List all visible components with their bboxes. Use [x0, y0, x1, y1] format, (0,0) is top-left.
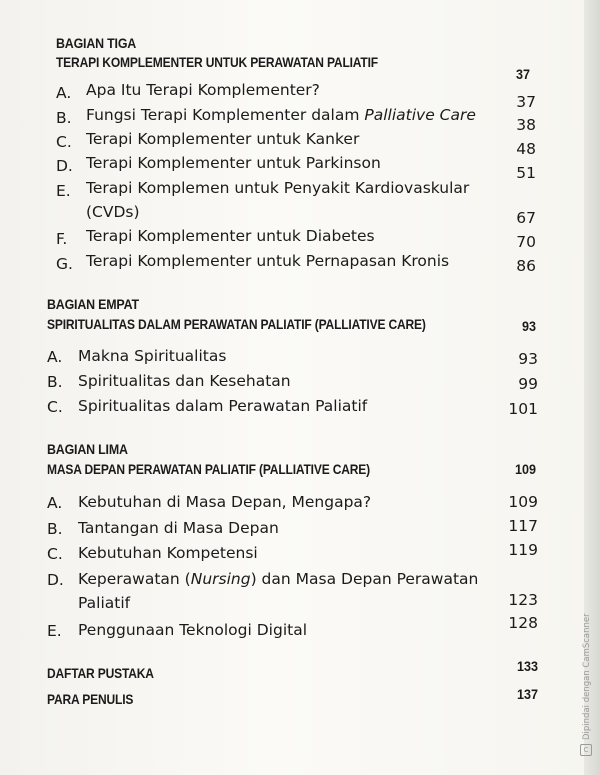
- authors-heading: PARA PENULIS: [47, 691, 134, 707]
- part3-page: 37: [515, 66, 530, 82]
- toc-letter: A.: [56, 84, 72, 102]
- toc-letter: B.: [56, 109, 72, 127]
- toc-letter: C.: [47, 398, 63, 416]
- toc-page: 48: [516, 140, 536, 158]
- toc-page: 38: [516, 116, 536, 134]
- toc-page: 86: [516, 257, 536, 275]
- toc-entry: [78, 570, 478, 588]
- toc-entry: Tantangan di Masa Depan: [78, 519, 279, 537]
- toc-page: 109: [508, 493, 538, 511]
- toc-letter: E.: [47, 622, 62, 640]
- toc-letter: G.: [56, 255, 73, 273]
- part4-title: SPIRITUALITAS DALAM PERAWATAN PALIATIF (PALLIATIVE CARE): [47, 316, 426, 332]
- part5-title: MASA DEPAN PERAWATAN PALIATIF (PALLIATIVE CARE): [47, 461, 371, 477]
- part5-page: 109: [514, 461, 536, 477]
- toc-entry: Terapi Komplementer untuk Parkinson: [86, 154, 381, 172]
- toc-page: 117: [508, 517, 538, 535]
- authors-page: 137: [516, 686, 538, 702]
- toc-entry-italic: Palliative Care: [364, 106, 476, 124]
- toc-page: 37: [516, 93, 536, 111]
- toc-page: 123: [508, 591, 538, 609]
- toc-page: 99: [518, 375, 538, 393]
- toc-page: 101: [508, 400, 538, 418]
- part4-label: BAGIAN EMPAT: [47, 297, 139, 312]
- toc-letter: A.: [47, 494, 63, 512]
- toc-entry: Makna Spiritualitas: [78, 347, 227, 365]
- toc-entry: Terapi Komplementer untuk Kanker: [86, 130, 360, 148]
- toc-entry: Spiritualitas dalam Perawatan Paliatif: [78, 397, 368, 415]
- toc-entry-italic: Nursing: [190, 570, 251, 588]
- toc-entry: Kebutuhan Kompetensi: [78, 544, 258, 562]
- part3-label: BAGIAN TIGA: [56, 36, 137, 51]
- part5-label: BAGIAN LIMA: [47, 442, 128, 457]
- scanner-watermark: Dipindai dengan CamScanner: [582, 613, 592, 740]
- toc-entry: Apa Itu Terapi Komplementer?: [86, 81, 320, 99]
- toc-letter: C.: [56, 133, 72, 151]
- toc-letter: E.: [56, 182, 71, 200]
- toc-page: 51: [516, 164, 536, 182]
- toc-entry: Spiritualitas dan Kesehatan: [78, 372, 291, 390]
- toc-entry: Terapi Komplementer untuk Diabetes: [86, 227, 375, 245]
- toc-letter: F.: [56, 230, 68, 248]
- toc-letter: D.: [47, 571, 64, 589]
- toc-page: 119: [508, 541, 538, 559]
- toc-page: 93: [518, 350, 538, 368]
- toc-entry-text: ) dan Masa Depan Perawatan: [250, 570, 479, 588]
- toc-entry-text: Fungsi Terapi Komplementer dalam: [86, 106, 365, 124]
- toc-entry: Penggunaan Teknologi Digital: [78, 621, 308, 639]
- toc-entry: Kebutuhan di Masa Depan, Mengapa?: [78, 493, 372, 511]
- toc-letter: A.: [47, 348, 63, 366]
- part4-page: 93: [521, 318, 536, 334]
- toc-entry-continuation: (CVDs): [86, 203, 140, 221]
- toc-page: 67: [516, 209, 536, 227]
- toc-letter: D.: [56, 157, 73, 175]
- toc-entry: Terapi Komplemen untuk Penyakit Kardiovaskular: [86, 179, 470, 197]
- toc-entry-text: Keperawatan (: [78, 570, 191, 588]
- toc-letter: B.: [47, 373, 63, 391]
- camscanner-icon: C: [580, 744, 592, 756]
- bibliography-page: 133: [516, 658, 538, 674]
- toc-entry-continuation: Paliatif: [78, 594, 131, 612]
- toc-letter: C.: [47, 545, 63, 563]
- bibliography-heading: DAFTAR PUSTAKA: [47, 665, 154, 681]
- toc-page: 70: [516, 233, 536, 251]
- toc-entry: Terapi Komplementer untuk Pernapasan Kronis: [86, 252, 450, 270]
- toc-entry: [86, 106, 476, 124]
- part3-title: TERAPI KOMPLEMENTER UNTUK PERAWATAN PALIATIF: [56, 54, 378, 70]
- toc-page: 128: [508, 614, 538, 632]
- toc-letter: B.: [47, 520, 63, 538]
